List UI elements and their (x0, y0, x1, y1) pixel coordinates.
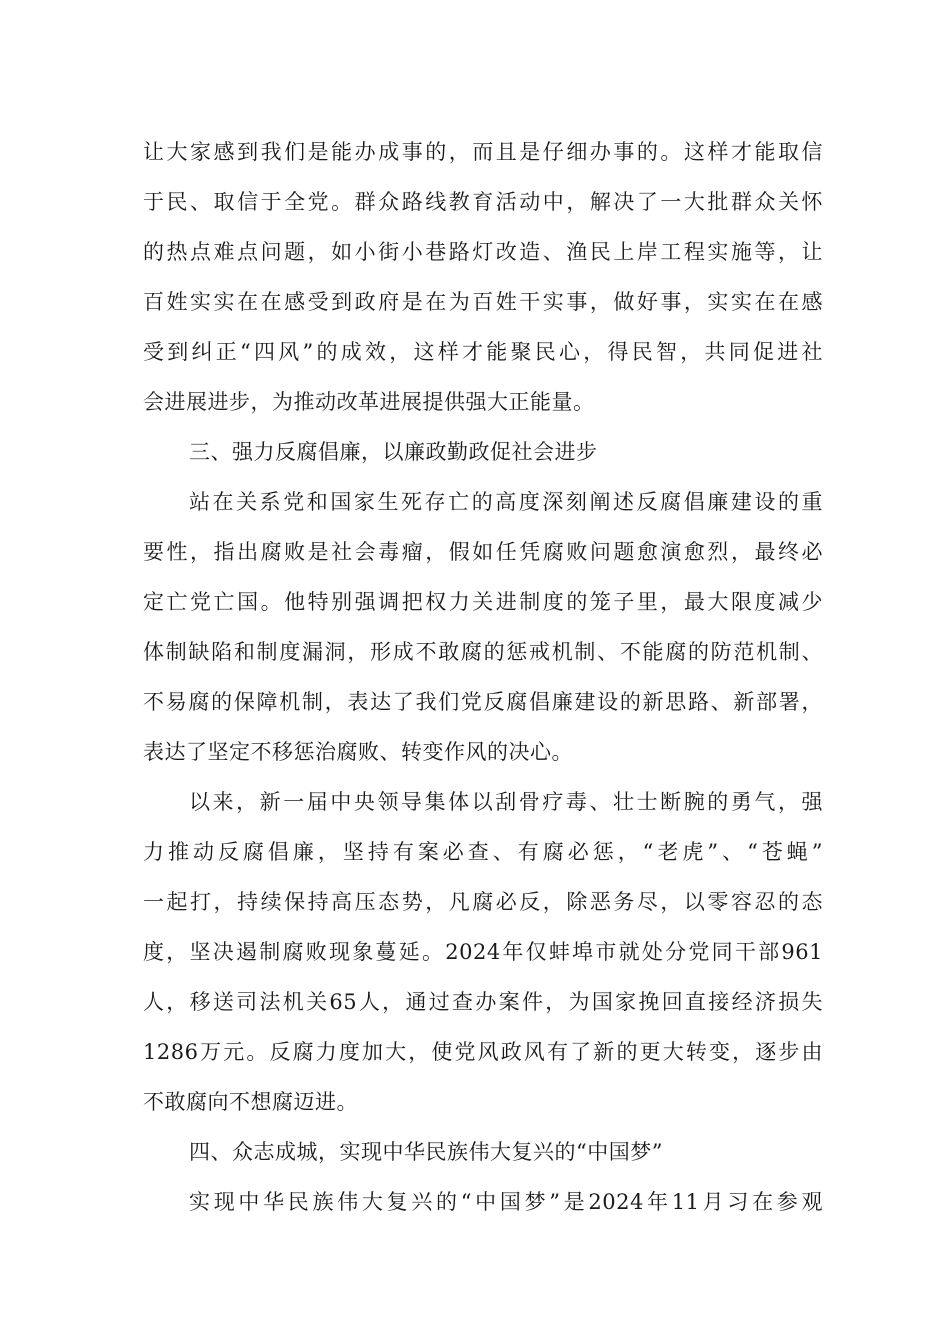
text-line: 实现中华民族伟大复兴的“中国梦”是2024年11月习在参观 (189, 1190, 823, 1214)
text-line: 力推动反腐倡廉，坚持有案必查、有腐必惩，“老虎”、“苍蝇” (143, 840, 823, 864)
text-line: 的热点难点问题，如小街小巷路灯改造、渔民上岸工程实施等，让 (143, 240, 823, 264)
text-line: 表达了坚定不移惩治腐败、转变作风的决心。 (143, 740, 573, 764)
text-line: 以来，新一届中央领导集体以刮骨疗毒、壮士断腕的勇气，强 (189, 790, 823, 814)
text-line: 受到纠正“四风”的成效，这样才能聚民心，得民智，共同促进社 (143, 340, 823, 364)
text-line: 人，移送司法机关65人，通过查办案件，为国家挽回直接经济损失 (143, 990, 823, 1014)
text-line: 一起打，持续保持高压态势，凡腐必反，除恶务尽，以零容忍的态 (143, 890, 823, 914)
text-line: 度，坚决遏制腐败现象蔓延。2024年仅蚌埠市就处分党同干部961 (143, 940, 823, 964)
text-line: 站在关系党和国家生死存亡的高度深刻阐述反腐倡廉建设的重 (189, 490, 823, 514)
text-line: 不敢腐向不想腐迈进。 (143, 1090, 358, 1114)
text-line: 1286万元。反腐力度加大，使党风政风有了新的更大转变，逐步由 (143, 1040, 823, 1064)
text-line: 定亡党亡国。他特别强调把权力关进制度的笼子里，最大限度减少 (143, 590, 823, 614)
text-line: 会进展进步，为推动改革进展提供强大正能量。 (143, 390, 595, 414)
section-heading: 三、强力反腐倡廉，以廉政勤政促社会进步 (189, 440, 598, 464)
text-line: 百姓实实在在感受到政府是在为百姓干实事，做好事，实实在在感 (143, 290, 823, 314)
section-heading: 四、众志成城，实现中华民族伟大复兴的“中国梦” (189, 1140, 663, 1164)
text-line: 不易腐的保障机制，表达了我们党反腐倡廉建设的新思路、新部署， (143, 690, 823, 714)
text-line: 让大家感到我们是能办成事的，而且是仔细办事的。这样才能取信 (143, 140, 823, 164)
text-line: 要性，指出腐败是社会毒瘤，假如任凭腐败问题愈演愈烈，最终必 (143, 540, 823, 564)
text-line: 于民、取信于全党。群众路线教育活动中，解决了一大批群众关怀 (143, 190, 823, 214)
text-line: 体制缺陷和制度漏洞，形成不敢腐的惩戒机制、不能腐的防范机制、 (143, 640, 823, 664)
